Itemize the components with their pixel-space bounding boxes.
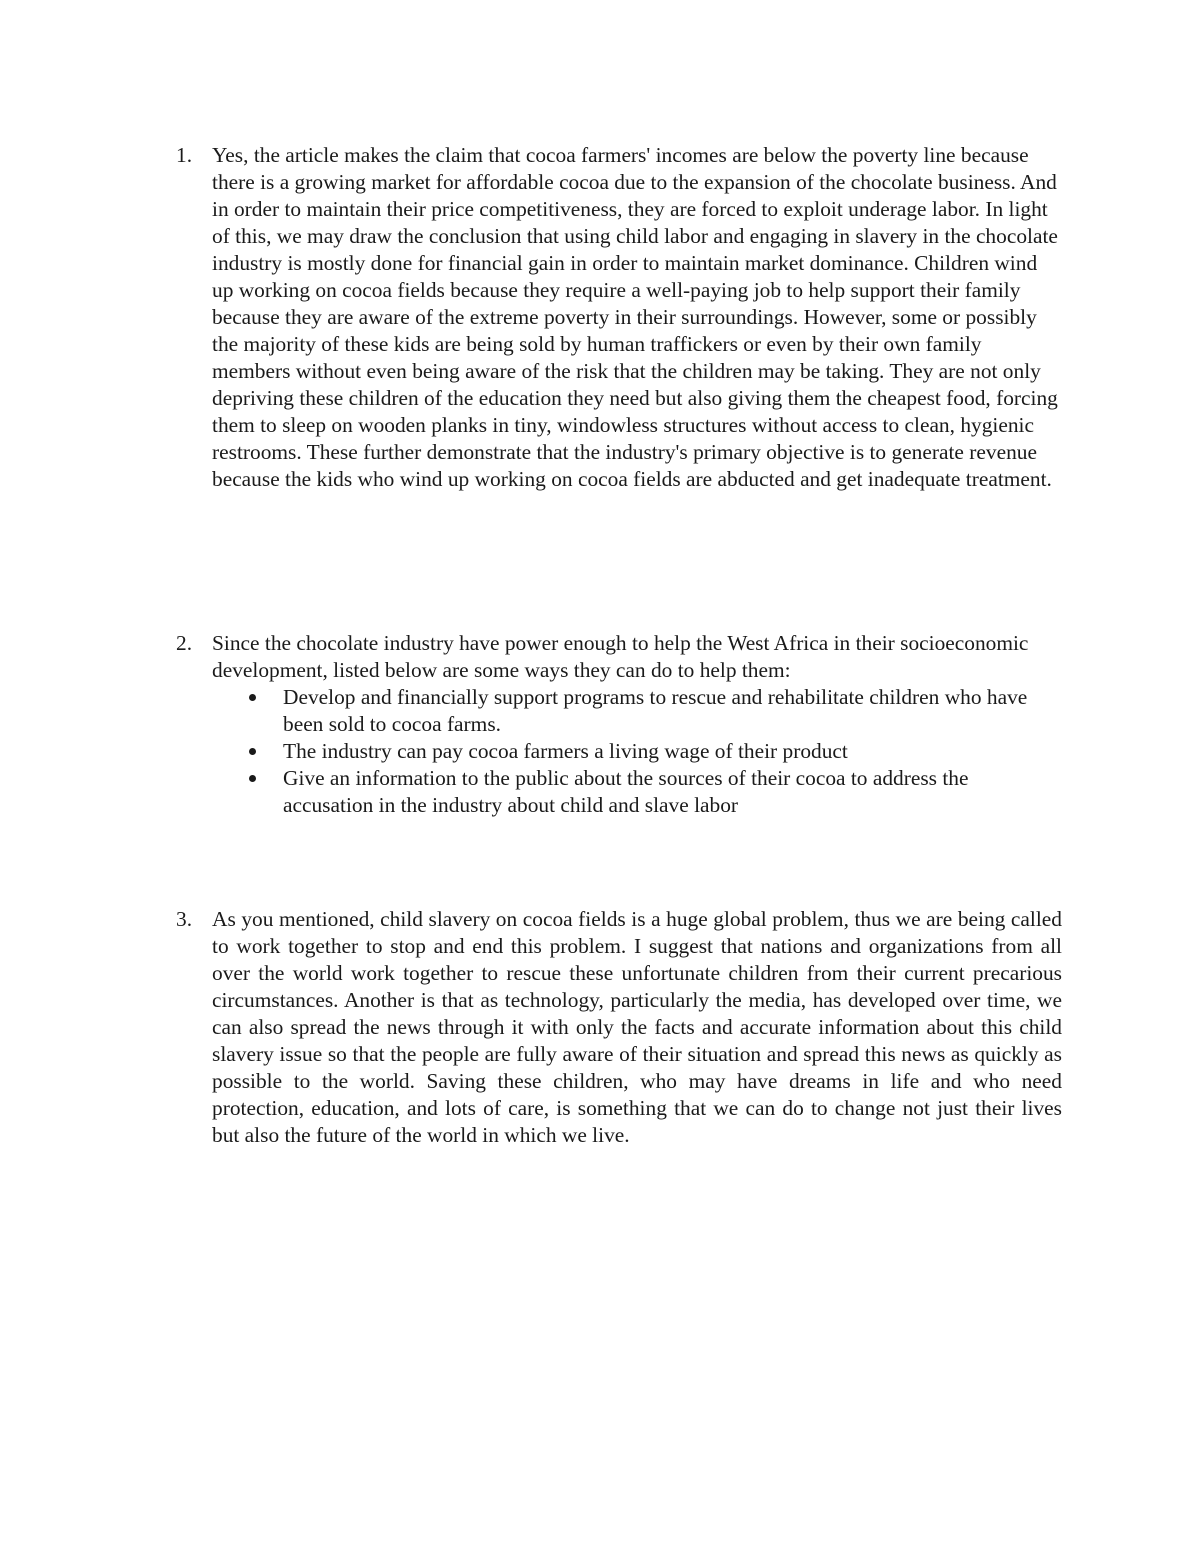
bullet-text: Give an information to the public about the sources of their cocoa to address the accusation in the industry about child and slave labor: [283, 766, 969, 817]
bullet-icon: [249, 694, 256, 701]
bullet-item: [212, 765, 1062, 819]
answer-item-3: [176, 906, 1062, 1149]
bullet-text: Develop and financially support programs to rescue and rehabilitate children who have been sold to cocoa farms.: [283, 685, 1028, 736]
item-number: 3.: [176, 907, 193, 931]
item-number: 2.: [176, 631, 193, 655]
answer-item-2: [176, 630, 1062, 819]
answer-item-1: [176, 142, 1062, 493]
answer-paragraph: As you mentioned, child slavery on cocoa fields is a huge global problem, thus we are being called to work together to stop and end this problem. I suggest that nations and organizations from all over the world work together to rescue these unfortunate children from their current precarious circumstances. Another is that as technology, particularly the media, has developed over time, we can also spread the news through it with only the facts and accurate information about this child slavery issue so that the people are fully aware of their situation and spread this news as quickly as possible to the world. Saving these children, who may have dreams in life and who need protection, education, and lots of care, is something that we can do to change not just their lives but also the future of the world in which we live.: [212, 907, 1062, 1147]
bullet-icon: [249, 748, 256, 755]
bullet-list: [212, 684, 1062, 819]
answer-paragraph: Since the chocolate industry have power enough to help the West Africa in their socioeconomic development, listed below are some ways they can do to help them:: [212, 631, 1029, 682]
item-number: 1.: [176, 143, 193, 167]
bullet-text: The industry can pay cocoa farmers a living wage of their product: [283, 739, 848, 763]
answer-paragraph: Yes, the article makes the claim that cocoa farmers' incomes are below the poverty line because there is a growing market for affordable cocoa due to the expansion of the chocolate business. And in order to maintain their price competitiveness, they are forced to exploit underage labor. In light of this, we may draw the conclusion that using child labor and engaging in slavery in the chocolate industry is mostly done for financial gain in order to maintain market dominance. Children wind up working on cocoa fields because they require a well-paying job to help support their family because they are aware of the extreme poverty in their surroundings. However, some or possibly the majority of these kids are being sold by human traffickers or even by their own family members without even being aware of the risk that the children may be taking. They are not only depriving these children of the education they need but also giving them the cheapest food, forcing them to sleep on wooden planks in tiny, windowless structures without access to clean, hygienic restrooms. These further demonstrate that the industry's primary objective is to generate revenue because the kids who wind up working on cocoa fields are abducted and get inadequate treatment.: [212, 143, 1058, 491]
bullet-item: [212, 684, 1062, 738]
bullet-icon: [249, 775, 256, 782]
bullet-item: [212, 738, 1062, 765]
